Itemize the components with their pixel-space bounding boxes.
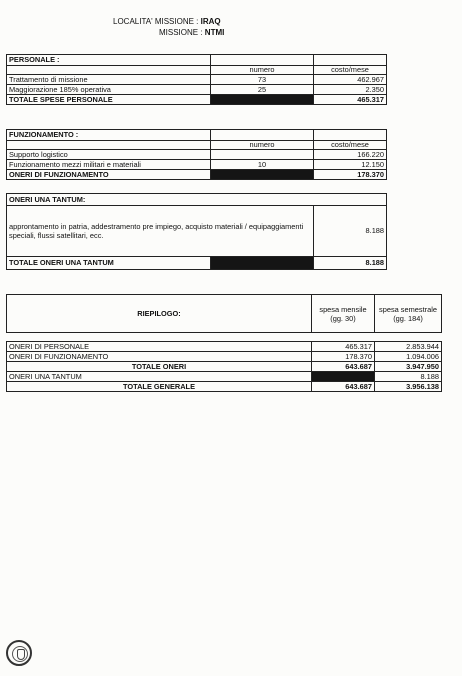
una-tantum-total-label: TOTALE ONERI UNA TANTUM bbox=[7, 257, 211, 270]
row-label: Maggiorazione 185% operativa bbox=[7, 85, 211, 95]
riepilogo-table bbox=[6, 341, 442, 392]
riepilogo-col-semestrale: spesa semestrale (gg. 184) bbox=[375, 295, 442, 333]
funzionamento-col-numero: numero bbox=[211, 141, 314, 150]
funzionamento-table bbox=[6, 129, 387, 180]
row-semestrale: 2.853.944 bbox=[375, 342, 442, 352]
missione-label: MISSIONE : bbox=[159, 28, 203, 37]
funzionamento-total-value: 178.370 bbox=[314, 170, 387, 180]
una-tantum-semestrale: 8.188 bbox=[375, 372, 442, 382]
row-numero: 25 bbox=[211, 85, 314, 95]
totale-oneri-semestrale: 3.947.950 bbox=[375, 362, 442, 372]
personale-col-costo: costo/mese bbox=[314, 66, 387, 75]
totale-oneri-label: TOTALE ONERI bbox=[7, 362, 312, 372]
row-numero: 73 bbox=[211, 75, 314, 85]
row-label: Funzionamento mezzi militari e materiali bbox=[7, 160, 211, 170]
row-costo: 2.350 bbox=[314, 85, 387, 95]
table-row bbox=[7, 352, 442, 362]
funzionamento-col-costo: costo/mese bbox=[314, 141, 387, 150]
totale-generale-label: TOTALE GENERALE bbox=[7, 382, 312, 392]
row-costo: 462.967 bbox=[314, 75, 387, 85]
totale-generale-semestrale: 3.956.138 bbox=[375, 382, 442, 392]
total-row bbox=[7, 257, 387, 270]
row-label: Trattamento di missione bbox=[7, 75, 211, 85]
localita-value: IRAQ bbox=[200, 17, 221, 26]
row-mensile: 465.317 bbox=[312, 342, 375, 352]
personale-total-value: 465.317 bbox=[314, 95, 387, 105]
personale-title: PERSONALE : bbox=[7, 55, 211, 66]
riepilogo-col-mensile: spesa mensile (gg. 30) bbox=[312, 295, 375, 333]
total-row bbox=[7, 382, 442, 392]
personale-col-numero: numero bbox=[211, 66, 314, 75]
riepilogo-title: RIEPILOGO: bbox=[7, 295, 312, 333]
una-tantum-value: 8.188 bbox=[314, 206, 387, 257]
table-row bbox=[7, 75, 387, 85]
totale-generale-mensile: 643.687 bbox=[312, 382, 375, 392]
localita-line bbox=[113, 17, 221, 27]
personale-table bbox=[6, 54, 387, 105]
table-row bbox=[7, 372, 442, 382]
redacted-block bbox=[211, 170, 314, 180]
funzionamento-title: FUNZIONAMENTO : bbox=[7, 130, 211, 141]
row-costo: 12.150 bbox=[314, 160, 387, 170]
redacted-block bbox=[211, 257, 314, 270]
una-tantum-description: approntamento in patria, addestramento pre impiego, acquisto materiali / equipaggiamenti speciali, flussi satellitari, ecc. bbox=[7, 206, 314, 257]
total-row bbox=[7, 170, 387, 180]
row-numero bbox=[211, 150, 314, 160]
table-row bbox=[7, 342, 442, 352]
row-numero: 10 bbox=[211, 160, 314, 170]
row-label: ONERI DI FUNZIONAMENTO bbox=[7, 352, 312, 362]
totale-oneri-mensile: 643.687 bbox=[312, 362, 375, 372]
missione-value: NTMI bbox=[204, 28, 225, 37]
seal-stamp-icon bbox=[6, 640, 32, 666]
table-row bbox=[7, 160, 387, 170]
una-tantum-total-value: 8.188 bbox=[314, 257, 387, 270]
total-row bbox=[7, 362, 442, 372]
row-mensile: 178.370 bbox=[312, 352, 375, 362]
row-semestrale: 1.094.006 bbox=[375, 352, 442, 362]
redacted-block bbox=[211, 95, 314, 105]
table-row bbox=[7, 85, 387, 95]
total-row bbox=[7, 95, 387, 105]
personale-total-label: TOTALE SPESE PERSONALE bbox=[7, 95, 211, 105]
redacted-block bbox=[312, 372, 375, 382]
una-tantum-table bbox=[6, 193, 387, 270]
una-tantum-title: ONERI UNA TANTUM: bbox=[7, 194, 387, 206]
row-costo: 166.220 bbox=[314, 150, 387, 160]
localita-label: LOCALITA' MISSIONE : bbox=[113, 17, 199, 26]
table-row bbox=[7, 150, 387, 160]
funzionamento-total-label: ONERI DI FUNZIONAMENTO bbox=[7, 170, 211, 180]
missione-line bbox=[159, 28, 224, 38]
una-tantum-label: ONERI UNA TANTUM bbox=[7, 372, 312, 382]
row-label: Supporto logistico bbox=[7, 150, 211, 160]
row-label: ONERI DI PERSONALE bbox=[7, 342, 312, 352]
riepilogo-header-table bbox=[6, 294, 442, 333]
